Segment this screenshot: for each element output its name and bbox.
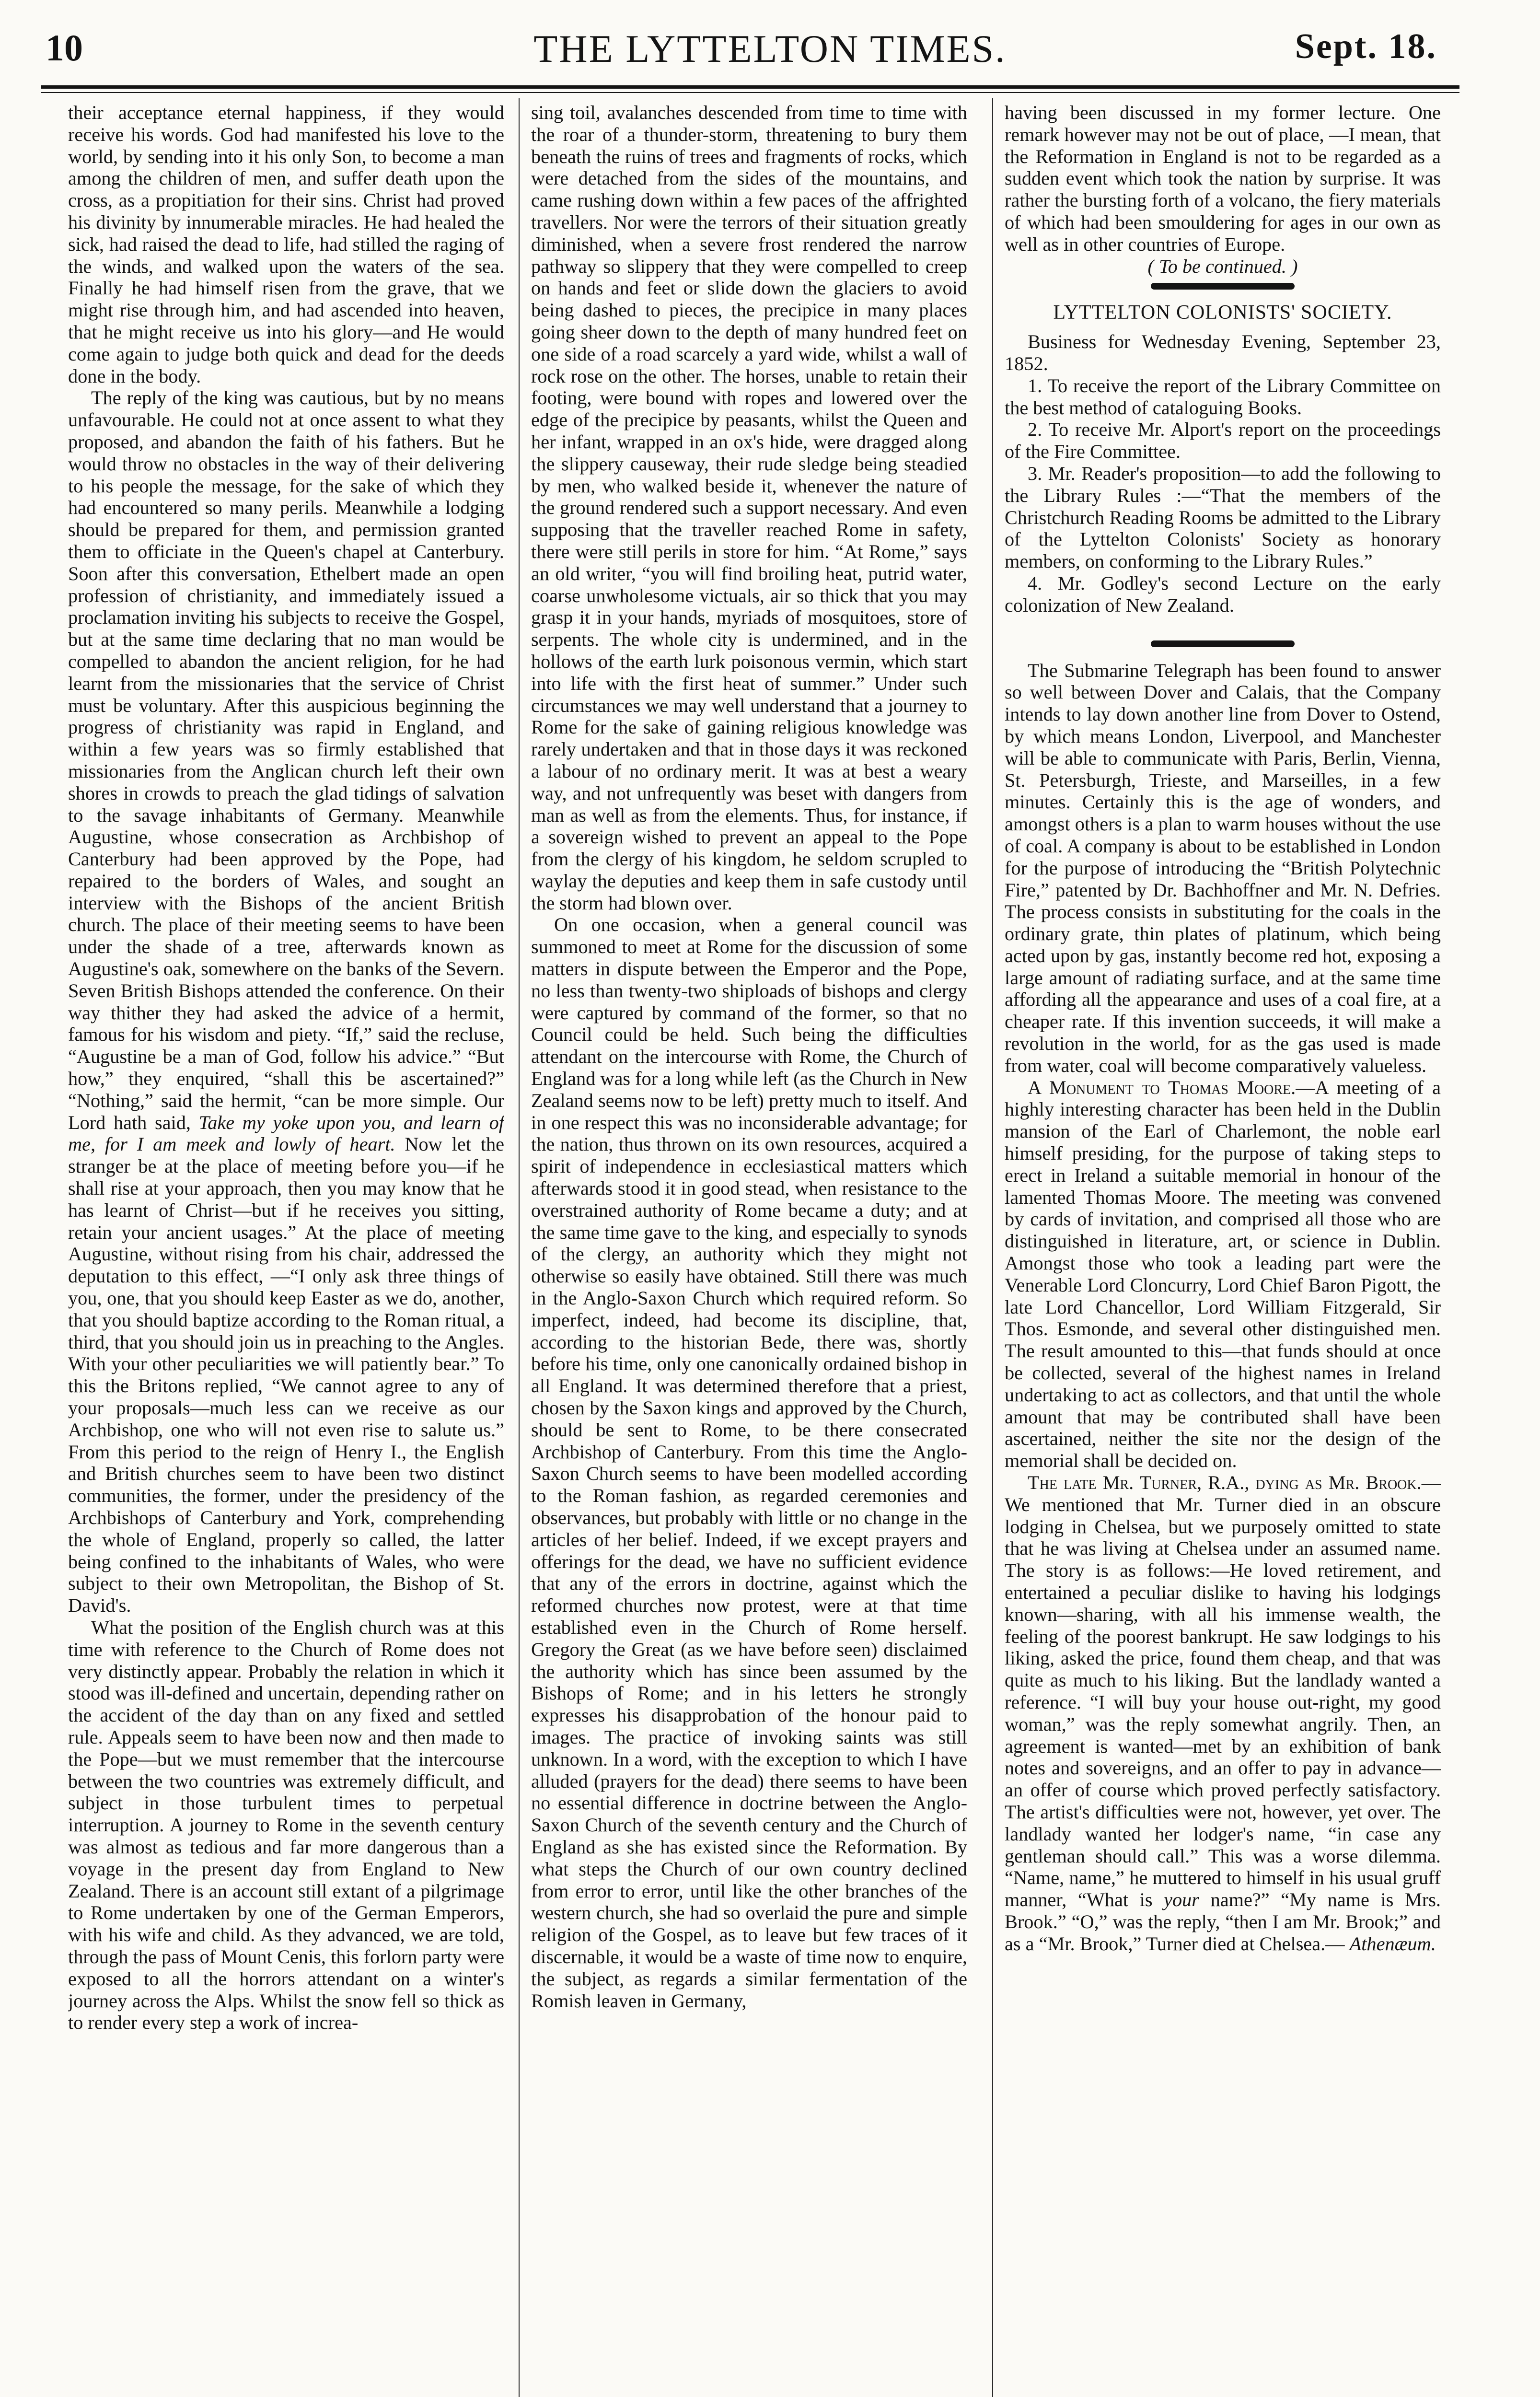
section-separator (1151, 640, 1295, 647)
text-run: name?” “My name is Mrs. Brook.” “O,” was the reply, “then I am Mr. Brook;” and as a “Mr. Brook,” Turner died at Chelsea.— (1005, 1889, 1441, 1955)
column-3 (1005, 102, 1441, 2397)
column-2 (531, 102, 967, 2397)
newspaper-title: THE LYTTELTON TIMES. (533, 27, 1007, 70)
page-number: 10 (46, 27, 83, 69)
article-paragraph: their acceptance eternal happiness, if they would receive his words. God had manifested his love to the world, by sending into it his only Son, to become a man among the children of men, and suffer death upon the cross, as a propitiation for their sins. Christ had proved his divinity by innumerable miracles. He had healed the sick, had raised the dead to life, had stilled the raging of the winds, and walked upon the waters of the sea. Finally he had himself risen from the grave, that we might rise through him, and had ascended into heaven, that he might receive us into his glory—and He would come again to judge both quick and dead for the deeds done in the body. (68, 102, 504, 387)
issue-date: Sept. 18. (1295, 27, 1437, 66)
turner-lead: The late Mr. Turner, R.A., dying as Mr. Brook. (1028, 1472, 1422, 1494)
business-item: 4. Mr. Godley's second Lecture on the early colonization of New Zealand. (1005, 572, 1441, 616)
text-run: —A meeting of a highly interesting character has been held in the Dublin mansion of the Earl of Charlemont, the noble earl himself presiding, for the purpose of taking steps to erect in Ireland a suitable memorial in honour of the lamented Thomas Moore. The meeting was convened by cards of invitation, and comprised all those who are distinguished in literature, art, or science in Dublin. Amongst those who took a leading part were the Venerable Lord Cloncurry, Lord Chief Baron Pigott, the late Lord Chancellor, Lord William Fitzgerald, Sir Thos. Esmonde, and several other distinguished men. The result amounted to this—that funds should at once be collected, several of the highest names in Ireland undertaking to act as collectors, and that until the whole amount that may be contributed shall have been ascertained, neither the site nor the design of the memorial shall be decided on. (1005, 1076, 1441, 1472)
column-1 (68, 102, 504, 2397)
italic-word: your (1164, 1889, 1199, 1911)
article-paragraph: What the position of the English church was at this time with reference to the Church of Rome does not very distinctly appear. Probably the relation in which it stood was ill-defined and uncertain, depending rather on the accident of the day than on any fixed and settled rule. Appeals seem to have been now and then made to the Pope—but we must remember that the intercourse between the two countries was extremely difficult, and subject in those turbulent times to perpetual interruption. A journey to Rome in the seventh century was almost as tedious and far more dangerous than a voyage in the present day from England to New Zealand. There is an account still extant of a pilgrimage to Rome undertaken by one of the German Emperors, with his wife and child. As they advanced, we are told, through the pass of Mount Cenis, this forlorn party were exposed to all the horrors attendant on a winter's journey across the Alps. Whilst the snow fell so thick as to render every step a work of increa- (68, 1616, 504, 2034)
text-run: Now let the stranger be at the place of meeting before you—if he shall rise at your approach, then you may know that he has learnt of Christ—but if he receives you sitting, retain your ancient usages.” At the place of meeting Augustine, without rising from his chair, addressed the deputation to this effect, —“I only ask three things of you, one, that you should keep Easter as we do, another, that you should baptize according to the Roman ritual, a third, that you should join us in preaching to the Angles. With your other peculiarities we will patiently bear.” To this the Britons replied, “We cannot agree to any of your proposals—much less can we receive as our Archbishop, one who will not even rise to salute us.” From this period to the reign of Henry I., the English and British churches seem to have been two distinct communities, the former, under the presidency of the Archbishops of Canterbury and York, comprehending the whole of England, properly so called, the latter being confined to the inhabitants of Wales, who were subject to their own Metropolitan, the Bishop of St. David's. (68, 1133, 504, 1617)
continued-text: ( To be continued. ) (1147, 255, 1298, 277)
telegraph-paragraph: The Submarine Telegraph has been found to answer so well between Dover and Calais, that the Company intends to lay down another line from Dover to Ostend, by which means London, Liverpool, and Manchester will be able to communicate with Paris, Berlin, Vienna, St. Petersburgh, Trieste, and Marseilles, in a few minutes. Certainly this is the age of wonders, and amongst others is a plan to warm houses without the use of coal. A company is about to be established in London for the purpose of introducing the “British Polytechnic Fire,” patented by Dr. Bachhoffner and Mr. N. Defries. The process consists in substituting for the coals in the ordinary grate, thin plates of platinum, which being acted upon by gas, instantly become red hot, exposing a large amount of radiating surface, and at the same time affording all the appearance and uses of a coal fire, at a cheaper rate. If this invention succeeds, it will make a revolution in the world, for as the gas used is made from water, coal will become comparatively valueless. (1005, 659, 1441, 1076)
text-run: —We mentioned that Mr. Turner died in an obscure lodging in Chelsea, but we purposely omitted to state that he was living at Chelsea under an assumed name. The story is as follows:—He loved retirement, and entertained a peculiar dislike to having his lodgings known—sharing, with all his immense wealth, the feeling of the poorest bankrupt. He saw lodgings to his liking, asked the price, found them cheap, and that was quite as much to his liking. But the landlady wanted a reference. “I will buy your house out-right, my good woman,” was the reply somewhat angrily. Then, an agreement is wanted—met by an exhibition of bank notes and sovereigns, and an offer to pay in advance—an offer of course which proved perfectly satisfactory. The artist's difficulties were not, however, yet over. The landlady wanted her lodger's name, “in case any gentleman should call.” This was a worse dilemma. “Name, name,” he muttered to himself in his usual gruff manner, “What is (1005, 1472, 1441, 1911)
article-paragraph: On one occasion, when a general council was summoned to meet at Rome for the discussion of some matters in dispute between the Emperor and the Pope, no less than twenty-two shiploads of bishops and clergy were captured by command of the former, so that no Council could be held. Such being the difficulties attendant on the intercourse with Rome, the Church of England was for a long while left (as the Church in New Zealand seems now to be left) pretty much to itself. And in one respect this was no inconsiderable advantage; for the nation, thus thrown on its own resources, acquired a spirit of independence in ecclesiastical matters which afterwards stood it in good stead, when resistance to the overstrained authority of Rome became a duty; and at the same time gave to the king, and especially to synods of the clergy, an authority which they might not otherwise so easily have obtained. Still there was much in the Anglo-Saxon Church which required reform. So imperfect, indeed, had become its discipline, that, according to the historian Bede, there was, shortly before his time, only one canonically ordained bishop in all England. It was determined therefore that a priest, chosen by the Saxon kings and approved by the Church, should be sent to Rome, to be there consecrated Archbishop of Canterbury. From this time the Anglo-Saxon Church seems to have been modelled according to the Roman fashion, as regarded ceremonies and observances, but probably with little or no change in the articles of her belief. Indeed, if we except prayers and offerings for the dead, we have no sufficient evidence that any of the errors in doctrine, against which the reformed churches now protest, were at that time established even in the Church of Rome herself. Gregory the Great (as we have before seen) disclaimed the authority which has since been assumed by the Bishops of Rome; and in his letters he strongly expresses his disapprobation of the honour paid to images. The practice of invoking saints was still unknown. In a word, with the exception to which I have alluded (prayers for the dead) there seems to have been no essential difference in doctrine between the Anglo-Saxon Church of the seventh century and the Church of England as she has existed since the Reformation. By what steps the Church of our own country declined from error to error, until like the other branches of the western church, she had so overlaid the pure and simple religion of the Gospel, as to leave but few traces of it discernable, it would be a waste of time now to enquire, the subject, as regards a similar fermentation of the Romish leaven in Germany, (531, 914, 967, 2012)
society-heading: LYTTELTON COLONISTS' SOCIETY. (1053, 302, 1392, 324)
turner-paragraph (1005, 1472, 1441, 1955)
masthead-rule-thin (41, 92, 1459, 93)
business-item: 1. To receive the report of the Library Committee on the best method of cataloguing Books. (1005, 374, 1441, 419)
article-paragraph (68, 387, 504, 1617)
business-line: Business for Wednesday Evening, September 23, 1852. (1005, 331, 1441, 374)
to-be-continued (1005, 256, 1441, 278)
source-attribution: Athenæum. (1349, 1932, 1436, 1955)
section-separator (1151, 283, 1295, 290)
masthead (0, 0, 1540, 96)
article-paragraph: sing toil, avalanches descended from time to time with the roar of a thunder-storm, threatening to bury them beneath the ruins of trees and fragments of rocks, which were detached from the sides of the mountains, and came rushing down within a few paces of the affrighted travellers. Nor were the terrors of their situation greatly diminished, when a severe frost rendered the narrow pathway so slippery that they were compelled to creep on hands and feet or slide down the glaciers to avoid being dashed to pieces, the precipice in many places going sheer down to the depth of many hundred feet on one side of a road scarcely a yard wide, whilst a wall of rock rose on the other. The horses, unable to retain their footing, were bound with ropes and lowered over the edge of the precipice by peasants, whilst the Queen and her infant, wrapped in an ox's hide, were dragged along the slippery causeway, their rude sledge being steadied by men, who walked beside it, whenever the nature of the ground rendered such a support necessary. And even supposing that the traveller reached Rome in safety, there were still perils in store for him. “At Rome,” says an old writer, “you will find broiling heat, putrid water, coarse unwholesome victuals, air so thick that you may grasp it in your hands, myriads of mosquitoes, store of serpents. The whole city is undermined, and in the hollows of the earth lurk poisonous vermin, which start into life with the first heat of summer.” Under such circumstances we may well understand that a journey to Rome for the sake of gaining religious knowledge was rarely undertaken and that in those days it was reckoned a labour of no ordinary merit. It was at best a weary way, and not unfrequently was beset with dangers from man as well as from the elements. Thus, for instance, if a sovereign wished to prevent an appeal to the Pope from the clergy of his kingdom, he seldom scrupled to waylay the deputies and keep them in safe custody until the storm had blown over. (531, 102, 967, 914)
column-divider-1 (519, 98, 520, 2397)
business-item: 3. Mr. Reader's proposition—to add the following to the Library Rules :—“That the members of the Christchurch Reading Rooms be admitted to the Library of the Lyttelton Colonists' Society as honorary members, on conforming to the Library Rules.” (1005, 462, 1441, 572)
business-item: 2. To receive Mr. Alport's report on the proceedings of the Fire Committee. (1005, 419, 1441, 463)
moore-paragraph (1005, 1077, 1441, 1472)
masthead-rule-thick (41, 85, 1459, 89)
text-run: The reply of the king was cautious, but by no means unfavourable. He could not at once assent to what they proposed, and abandon the faith of his fathers. But he would throw no obstacles in the way of their delivering to his people the message, for the sake of which they had encountered so many perils. Meanwhile a lodging should be prepared for them, and permission granted them to officiate in the Queen's chapel at Canterbury. Soon after this conversation, Ethelbert made an open profession of christianity, and immediately issued a proclamation inviting his subjects to receive the Gospel, but at the same time declaring that no man would be compelled to abandon the ancient religion, for he had learnt from the missionaries that the service of Christ must be voluntary. After this auspicious beginning the progress of christianity was rapid in England, and within a few years was so firmly established that missionaries from the Anglican church left their own shores in crowds to preach the glad tidings of salvation to the savage inhabitants of Germany. Meanwhile Augustine, whose consecration as Archbishop of Canterbury had been approved by the Pope, had repaired to the borders of Wales, and sought an interview with the Bishops of the ancient British church. The place of their meeting seems to have been under the shade of a tree, afterwards known as Augustine's oak, somewhere on the banks of the Severn. Seven British Bishops attended the conference. On their way thither they had asked the advice of a hermit, famous for his wisdom and piety. “If,” said the recluse, “Augustine be a man of God, follow his advice.” “But how,” they enquired, “shall this be ascertained?” “Nothing,” said the hermit, “can be more simple. Our Lord hath said, (68, 387, 504, 1133)
italic-quote: Take my yoke upon you, and learn of me, for I am meek and lowly of heart. (68, 1111, 504, 1155)
article-paragraph: having been discussed in my former lecture. One remark however may not be out of place, —I mean, that the Reformation in England is not to be regarded as a sudden event which took the nation by surprise. It was rather the bursting forth of a volcano, the fiery materials of which had been smouldering for ages in our own as well as in other countries of Europe. (1005, 102, 1441, 255)
column-divider-2 (992, 98, 993, 2397)
moore-lead: A Monument to Thomas Moore. (1028, 1076, 1296, 1098)
